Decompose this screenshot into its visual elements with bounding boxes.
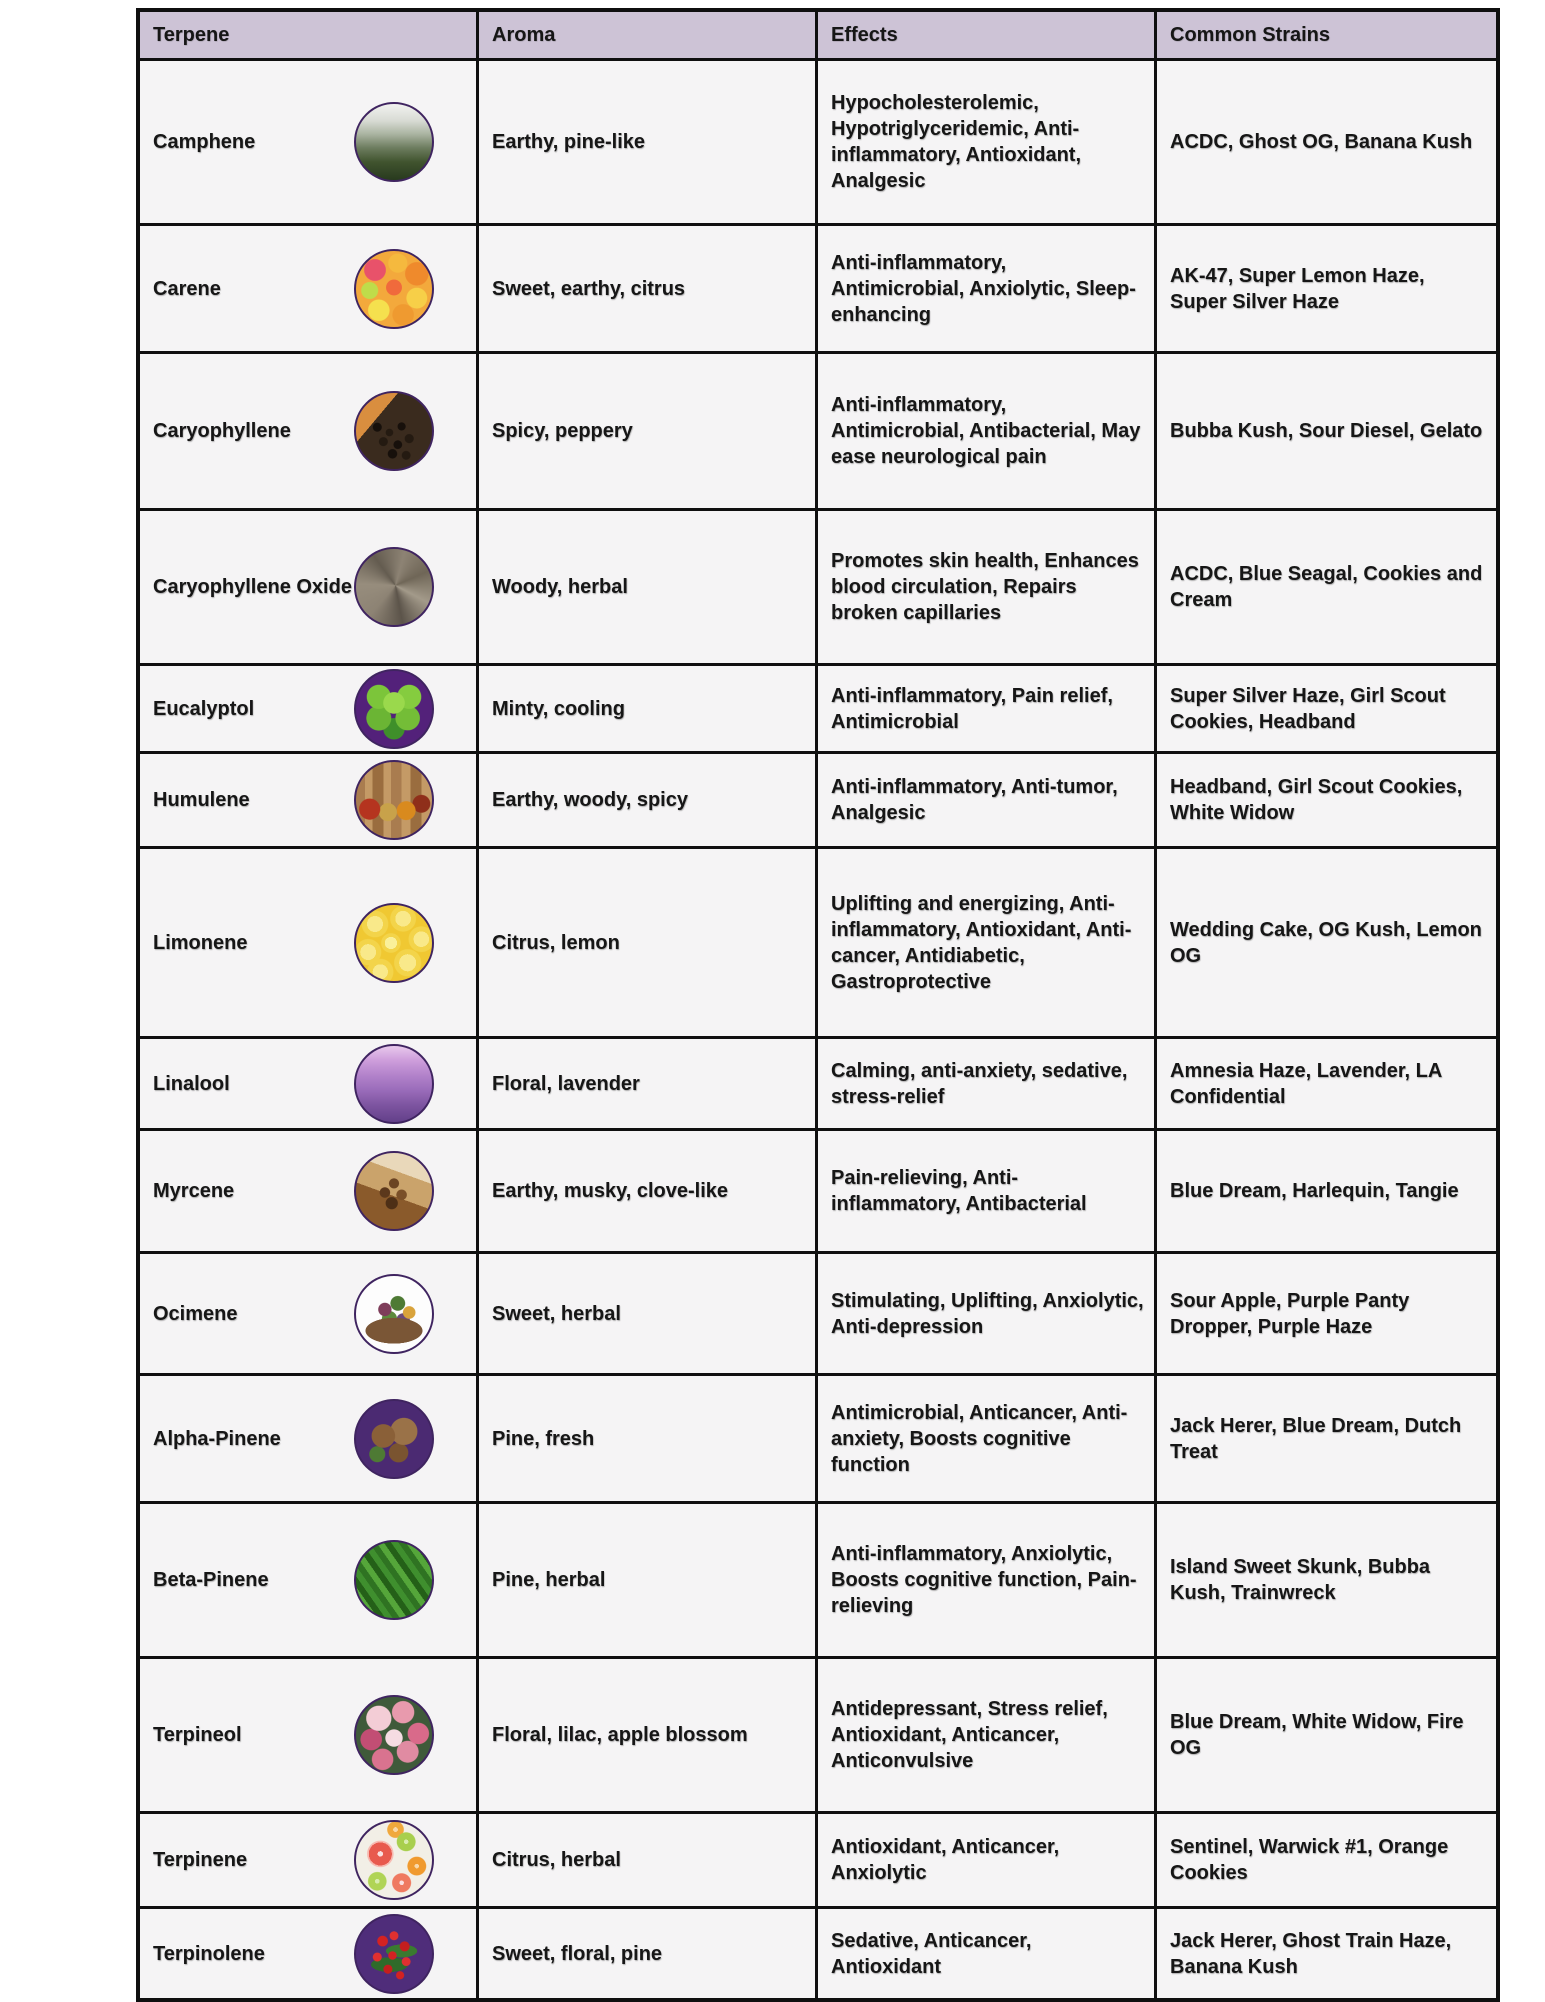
aroma-cell xyxy=(479,226,818,351)
strains-cell xyxy=(1157,1659,1496,1811)
effects-text: Anti-inflammatory, Anti-tumor, Analgesic xyxy=(831,776,1118,824)
strains-text: Super Silver Haze, Girl Scout Cookies, Headband xyxy=(1170,684,1446,733)
aroma-cell xyxy=(479,1909,818,1998)
header-strains xyxy=(1157,12,1496,58)
header-terpene xyxy=(140,12,479,58)
aroma-text: Earthy, pine-like xyxy=(492,131,646,153)
strains-text: Bubba Kush, Sour Diesel, Gelato xyxy=(1170,420,1483,442)
strains-cell xyxy=(1157,1814,1496,1906)
terpene-name: Terpinene xyxy=(153,1849,248,1871)
terpene-cell xyxy=(140,354,479,508)
terpene-cell xyxy=(140,1909,479,1998)
terpene-cell xyxy=(140,1814,479,1906)
header-aroma xyxy=(479,12,818,58)
aroma-cell xyxy=(479,1254,818,1373)
table-row-ocimene xyxy=(140,1254,1496,1376)
table-row-eucalyptol xyxy=(140,666,1496,754)
effects-text: Antioxidant, Anticancer, Anxiolytic xyxy=(831,1836,1060,1884)
effects-cell xyxy=(818,61,1157,223)
strains-text: Sentinel, Warwick #1, Orange Cookies xyxy=(1170,1836,1449,1884)
strains-text: Amnesia Haze, Lavender, LA Confidential xyxy=(1170,1059,1442,1108)
effects-text: Uplifting and energizing, Anti-inflammatory, Antioxidant, Anti-cancer, Antidiabetic, Gastroprotective xyxy=(831,892,1132,993)
strains-cell xyxy=(1157,1131,1496,1251)
terpene-cell xyxy=(140,1039,479,1128)
effects-cell xyxy=(818,1039,1157,1128)
aroma-cell xyxy=(479,1039,818,1128)
aroma-text: Citrus, lemon xyxy=(492,931,620,954)
strains-text: Blue Dream, White Widow, Fire OG xyxy=(1170,1711,1464,1759)
mint-leaves-icon xyxy=(354,669,434,749)
aroma-text: Floral, lavender xyxy=(492,1072,640,1095)
effects-text: Promotes skin health, Enhances blood circulation, Repairs broken capillaries xyxy=(831,550,1139,624)
effects-cell xyxy=(818,511,1157,663)
aroma-text: Minty, cooling xyxy=(492,697,625,720)
aroma-text: Citrus, herbal xyxy=(492,1849,621,1871)
strains-text: ACDC, Blue Seagal, Cookies and Cream xyxy=(1170,563,1483,611)
effects-cell xyxy=(818,754,1157,846)
terpene-name: Linalool xyxy=(153,1072,230,1095)
strains-cell xyxy=(1157,754,1496,846)
strains-cell xyxy=(1157,849,1496,1036)
herb-bowl-icon xyxy=(354,1274,434,1354)
aroma-cell xyxy=(479,754,818,846)
strains-text: Blue Dream, Harlequin, Tangie xyxy=(1170,1180,1459,1202)
strains-text: Wedding Cake, OG Kush, Lemon OG xyxy=(1170,918,1482,967)
aroma-cell xyxy=(479,666,818,751)
aroma-cell xyxy=(479,1376,818,1501)
terpene-name: Alpha-Pinene xyxy=(153,1427,281,1450)
aroma-text: Woody, herbal xyxy=(492,576,628,598)
aroma-text: Pine, fresh xyxy=(492,1427,595,1450)
aroma-text: Spicy, peppery xyxy=(492,420,633,442)
effects-text: Sedative, Anticancer, Antioxidant xyxy=(831,1929,1032,1978)
strains-text: AK-47, Super Lemon Haze, Super Silver Haze xyxy=(1170,264,1425,313)
header-effects-label: Effects xyxy=(831,24,898,46)
terpene-name: Myrcene xyxy=(153,1180,235,1202)
table-header-row xyxy=(140,12,1496,61)
terpene-name: Limonene xyxy=(153,931,248,954)
aroma-cell xyxy=(479,354,818,508)
effects-text: Anti-inflammatory, Antimicrobial, Anxiolytic, Sleep-enhancing xyxy=(831,251,1136,326)
terpene-cell xyxy=(140,1504,479,1656)
strains-text: Island Sweet Skunk, Bubba Kush, Trainwreck xyxy=(1170,1556,1431,1604)
table-row-beta-pinene xyxy=(140,1504,1496,1659)
effects-text: Stimulating, Uplifting, Anxiolytic, Anti-depression xyxy=(831,1289,1144,1338)
aroma-cell xyxy=(479,849,818,1036)
effects-cell xyxy=(818,1659,1157,1811)
citrus-fruits-icon xyxy=(354,249,434,329)
aroma-cell xyxy=(479,1131,818,1251)
terpene-cell xyxy=(140,1659,479,1811)
terpene-table xyxy=(136,8,1500,2002)
table-row-limonene xyxy=(140,849,1496,1039)
effects-cell xyxy=(818,1131,1157,1251)
cracked-wood-icon xyxy=(354,547,434,627)
header-aroma-label: Aroma xyxy=(492,24,556,46)
strains-text: Jack Herer, Blue Dream, Dutch Treat xyxy=(1170,1414,1462,1463)
strains-cell xyxy=(1157,1376,1496,1501)
strains-text: ACDC, Ghost OG, Banana Kush xyxy=(1170,131,1473,153)
effects-cell xyxy=(818,1814,1157,1906)
terpene-cell xyxy=(140,666,479,751)
terpene-name: Terpinolene xyxy=(153,1942,265,1965)
strains-text: Headband, Girl Scout Cookies, White Widow xyxy=(1170,776,1463,824)
aroma-cell xyxy=(479,1504,818,1656)
aroma-text: Earthy, musky, clove-like xyxy=(492,1180,729,1202)
effects-text: Antidepressant, Stress relief, Antioxidant, Anticancer, Anticonvulsive xyxy=(831,1698,1108,1772)
header-effects xyxy=(818,12,1157,58)
table-row-myrcene xyxy=(140,1131,1496,1254)
effects-text: Antimicrobial, Anticancer, Anti-anxiety, Boosts cognitive function xyxy=(831,1401,1128,1476)
misty-forest-icon xyxy=(354,102,434,182)
effects-cell xyxy=(818,226,1157,351)
terpene-name: Carene xyxy=(153,277,221,300)
strains-cell xyxy=(1157,1504,1496,1656)
aroma-text: Pine, herbal xyxy=(492,1569,606,1591)
effects-text: Anti-inflammatory, Anxiolytic, Boosts cognitive function, Pain-relieving xyxy=(831,1543,1137,1617)
lavender-field-icon xyxy=(354,1044,434,1124)
table-row-humulene xyxy=(140,754,1496,849)
effects-text: Pain-relieving, Anti-inflammatory, Antibacterial xyxy=(831,1167,1087,1215)
aroma-cell xyxy=(479,61,818,223)
spice-spoons-icon xyxy=(354,760,434,840)
table-row-caryophyllene-oxide xyxy=(140,511,1496,666)
strains-cell xyxy=(1157,1254,1496,1373)
pine-cones-icon xyxy=(354,1399,434,1479)
strains-cell xyxy=(1157,1039,1496,1128)
strains-cell xyxy=(1157,666,1496,751)
terpene-name: Caryophyllene xyxy=(153,420,291,442)
aroma-text: Floral, lilac, apple blossom xyxy=(492,1724,748,1746)
effects-text: Hypocholesterolemic, Hypotriglyceridemic, Anti-inflammatory, Antioxidant, Analgesic xyxy=(831,92,1082,192)
terpene-cell xyxy=(140,226,479,351)
effects-cell xyxy=(818,1504,1157,1656)
table-row-alpha-pinene xyxy=(140,1376,1496,1504)
table-row-terpinolene xyxy=(140,1909,1496,1998)
cloves-icon xyxy=(354,1151,434,1231)
citrus-slices-icon xyxy=(354,1820,434,1900)
effects-cell xyxy=(818,666,1157,751)
effects-text: Anti-inflammatory, Pain relief, Antimicrobial xyxy=(831,684,1113,733)
strains-cell xyxy=(1157,226,1496,351)
effects-cell xyxy=(818,1376,1157,1501)
terpene-cell xyxy=(140,1376,479,1501)
aroma-text: Earthy, woody, spicy xyxy=(492,789,688,811)
table-row-terpineol xyxy=(140,1659,1496,1814)
red-berries-icon xyxy=(354,1914,434,1994)
terpene-name: Humulene xyxy=(153,789,250,811)
aroma-cell xyxy=(479,1814,818,1906)
terpene-cell xyxy=(140,1131,479,1251)
strains-text: Sour Apple, Purple Panty Dropper, Purple Haze xyxy=(1170,1289,1410,1338)
pine-needles-icon xyxy=(354,1540,434,1620)
terpene-cell xyxy=(140,61,479,223)
terpene-name: Caryophyllene Oxide xyxy=(153,576,352,598)
strains-cell xyxy=(1157,354,1496,508)
terpene-name: Camphene xyxy=(153,131,256,153)
strains-cell xyxy=(1157,61,1496,223)
black-pepper-icon xyxy=(354,391,434,471)
aroma-cell xyxy=(479,511,818,663)
strains-cell xyxy=(1157,1909,1496,1998)
table-row-carene xyxy=(140,226,1496,354)
aroma-text: Sweet, earthy, citrus xyxy=(492,277,686,300)
terpene-name: Eucalyptol xyxy=(153,697,255,720)
terpene-name: Ocimene xyxy=(153,1302,238,1325)
effects-text: Anti-inflammatory, Antimicrobial, Antibacterial, May ease neurological pain xyxy=(831,394,1141,468)
effects-cell xyxy=(818,354,1157,508)
terpene-cell xyxy=(140,754,479,846)
table-row-camphene xyxy=(140,61,1496,226)
aroma-cell xyxy=(479,1659,818,1811)
strains-cell xyxy=(1157,511,1496,663)
terpene-name: Terpineol xyxy=(153,1724,242,1746)
header-terpene-label: Terpene xyxy=(153,24,230,46)
aroma-text: Sweet, herbal xyxy=(492,1302,621,1325)
table-row-linalool xyxy=(140,1039,1496,1131)
terpene-cell xyxy=(140,511,479,663)
header-strains-label: Common Strains xyxy=(1170,24,1331,46)
effects-cell xyxy=(818,849,1157,1036)
table-row-terpinene xyxy=(140,1814,1496,1909)
table-row-caryophyllene xyxy=(140,354,1496,511)
terpene-name: Beta-Pinene xyxy=(153,1569,269,1591)
effects-text: Calming, anti-anxiety, sedative, stress-relief xyxy=(831,1059,1128,1108)
roses-icon xyxy=(354,1695,434,1775)
terpene-cell xyxy=(140,1254,479,1373)
lemon-slices-icon xyxy=(354,903,434,983)
effects-cell xyxy=(818,1909,1157,1998)
effects-cell xyxy=(818,1254,1157,1373)
strains-text: Jack Herer, Ghost Train Haze, Banana Kush xyxy=(1170,1929,1452,1978)
terpene-cell xyxy=(140,849,479,1036)
aroma-text: Sweet, floral, pine xyxy=(492,1942,663,1965)
